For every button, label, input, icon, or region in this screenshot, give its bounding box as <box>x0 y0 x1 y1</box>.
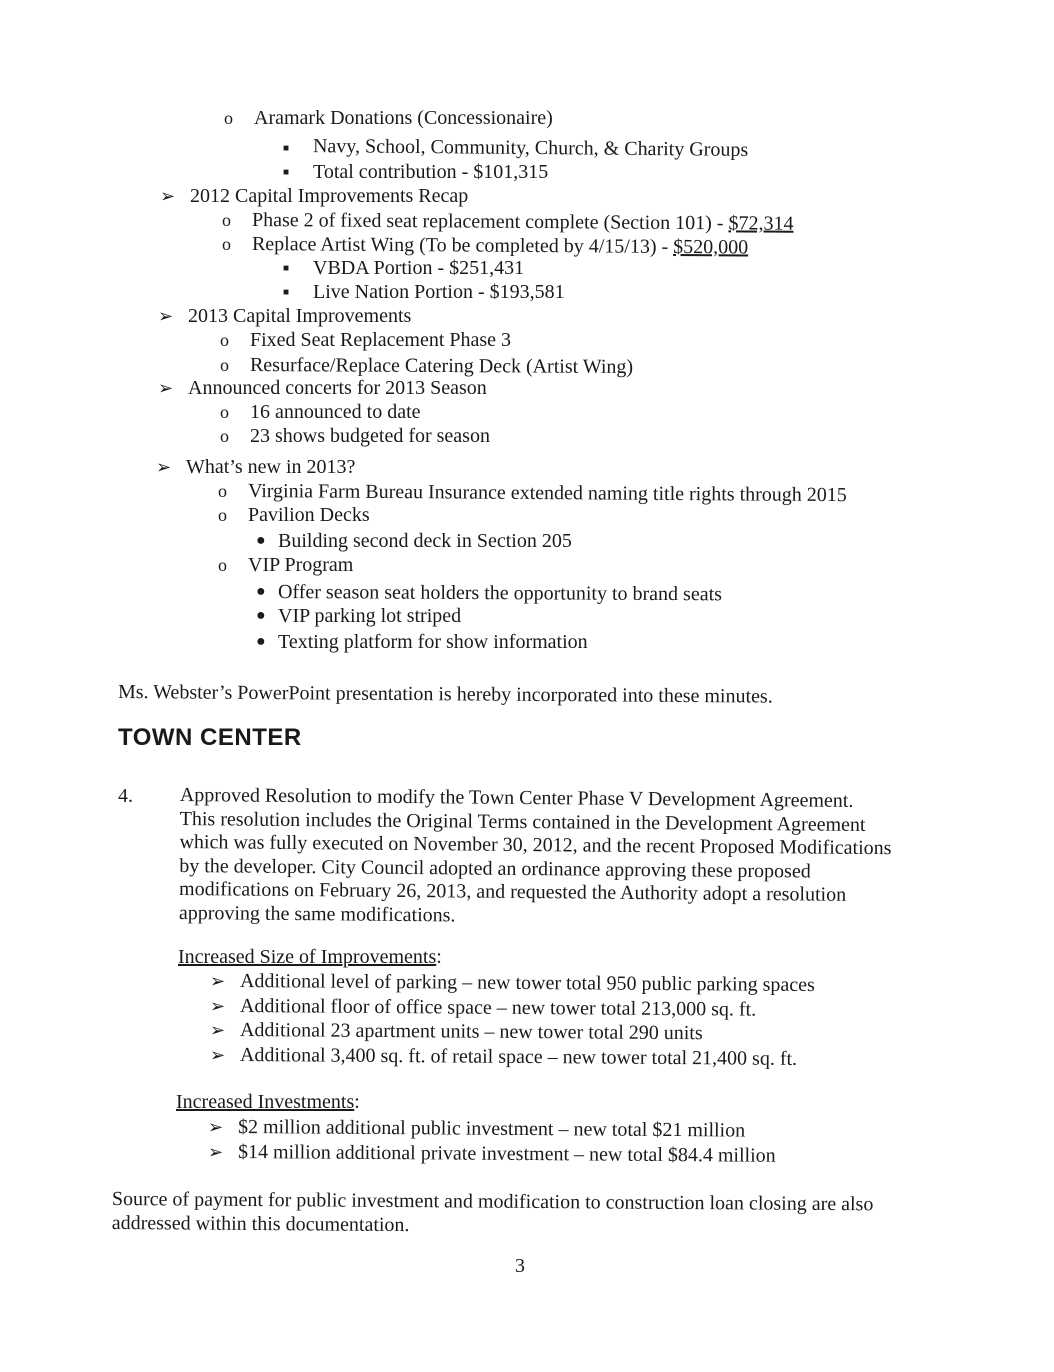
dot-bullet-icon: ● <box>256 633 266 650</box>
investment-item: $2 million additional public investment – new total $21 million <box>237 1116 746 1142</box>
budgeted-shows: 23 shows budgeted for season <box>250 425 490 447</box>
improvements-2013: 2013 Capital Improvements <box>188 305 412 327</box>
circle-bullet-icon: o <box>220 355 229 375</box>
circle-bullet-icon: o <box>218 505 227 525</box>
closing-paragraph <box>112 1188 874 1240</box>
circle-bullet-icon: o <box>220 402 229 422</box>
fixed-seat-phase3: Fixed Seat Replacement Phase 3 <box>250 329 512 351</box>
size-improvements-colon: : <box>436 946 442 968</box>
size-item: Additional 23 apartment units – new tower total 290 units <box>239 1019 703 1045</box>
circle-bullet-icon: o <box>218 481 227 501</box>
arrow-bullet-icon: ➢ <box>158 378 174 398</box>
page-number: 3 <box>515 1255 525 1277</box>
size-improvements-heading <box>178 945 442 969</box>
size-item: Additional floor of office space – new tower total 213,000 sq. ft. <box>239 995 757 1021</box>
farm-bureau: Virginia Farm Bureau Insurance extended naming title rights through 2015 <box>247 480 847 507</box>
live-nation-portion: Live Nation Portion - $193,581 <box>313 281 565 303</box>
catering-deck: Resurface/Replace Catering Deck (Artist Wing) <box>249 354 634 379</box>
dot-bullet-icon: ● <box>256 532 266 549</box>
dot-bullet-icon: ● <box>256 607 266 624</box>
closing-line: addressed within this documentation. <box>111 1211 410 1236</box>
item-paragraph <box>179 784 892 931</box>
item-number: 4. <box>118 785 133 807</box>
size-improvements-title: Increased Size of Improvements <box>178 946 437 968</box>
square-bullet-icon: ■ <box>283 263 290 274</box>
aramark-total: Total contribution - $101,315 <box>313 161 549 183</box>
square-bullet-icon: ■ <box>283 287 290 298</box>
arrow-bullet-icon: ➢ <box>210 1045 226 1065</box>
arrow-bullet-icon: ➢ <box>210 1020 226 1040</box>
vip-parking: VIP parking lot striped <box>278 605 462 627</box>
size-item: Additional 3,400 sq. ft. of retail space – new tower total 21,400 sq. ft. <box>239 1044 798 1070</box>
item-line: which was fully executed on November 30, 2012, and the recent Proposed Modifications <box>179 830 892 860</box>
vip-brand-seats: Offer season seat holders the opportunity to brand seats <box>277 581 723 606</box>
artist-wing-amount: $520,000 <box>673 235 749 259</box>
square-bullet-icon: ■ <box>283 167 290 178</box>
concerts-2013: Announced concerts for 2013 Season <box>188 377 487 399</box>
circle-bullet-icon: o <box>224 108 233 128</box>
investments-title: Increased Investments <box>176 1091 355 1113</box>
second-deck: Building second deck in Section 205 <box>278 530 572 552</box>
aramark-groups: Navy, School, Community, Church, & Charity Groups <box>312 135 749 161</box>
phase2-text: Phase 2 of fixed seat replacement complete (Section 101) - <box>251 209 729 235</box>
artist-wing-text: Replace Artist Wing (To be completed by 4/15/13) - <box>251 233 674 258</box>
pavilion-decks: Pavilion Decks <box>248 504 370 526</box>
investment-item: $14 million additional private investment – new total $84.4 million <box>237 1141 776 1167</box>
item-line: This resolution includes the Original Terms contained in the Development Agreement <box>179 807 866 836</box>
size-item: Additional level of parking – new tower total 950 public parking spaces <box>239 970 815 997</box>
webster-note: Ms. Webster’s PowerPoint presentation is hereby incorporated into these minutes. <box>117 681 773 708</box>
item-line: by the developer. City Council adopted an ordinance approving these proposed <box>179 854 811 883</box>
dot-bullet-icon: ● <box>256 583 266 600</box>
item-line: Approved Resolution to modify the Town Center Phase V Development Agreement. <box>179 784 854 812</box>
circle-bullet-icon: o <box>218 555 227 575</box>
vip-texting: Texting platform for show information <box>278 631 588 653</box>
item-line: modifications on February 26, 2013, and requested the Authority adopt a resolution <box>178 877 847 906</box>
circle-bullet-icon: o <box>220 330 229 350</box>
arrow-bullet-icon: ➢ <box>160 186 176 206</box>
vip-program: VIP Program <box>248 554 354 576</box>
circle-bullet-icon: o <box>222 234 231 254</box>
investments-heading <box>176 1090 360 1114</box>
investments-colon: : <box>354 1091 360 1113</box>
vbda-portion: VBDA Portion - $251,431 <box>313 257 525 279</box>
arrow-bullet-icon: ➢ <box>208 1117 224 1137</box>
square-bullet-icon: ■ <box>283 143 290 154</box>
item-line: approving the same modifications. <box>178 901 456 926</box>
arrow-bullet-icon: ➢ <box>208 1142 224 1162</box>
circle-bullet-icon: o <box>220 426 229 446</box>
phase2-amount: $72,314 <box>728 212 794 235</box>
arrow-bullet-icon: ➢ <box>158 306 174 326</box>
circle-bullet-icon: o <box>222 210 231 230</box>
arrow-bullet-icon: ➢ <box>156 457 172 477</box>
announced-count: 16 announced to date <box>250 401 421 423</box>
aramark-item: Aramark Donations (Concessionaire) <box>254 107 553 129</box>
recap-2012: 2012 Capital Improvements Recap <box>190 185 469 207</box>
whats-new: What’s new in 2013? <box>186 456 356 478</box>
arrow-bullet-icon: ➢ <box>210 971 226 991</box>
section-heading: TOWN CENTER <box>118 724 302 751</box>
closing-line: Source of payment for public investment and modification to construction loan closing are also <box>111 1188 874 1216</box>
arrow-bullet-icon: ➢ <box>210 996 226 1016</box>
